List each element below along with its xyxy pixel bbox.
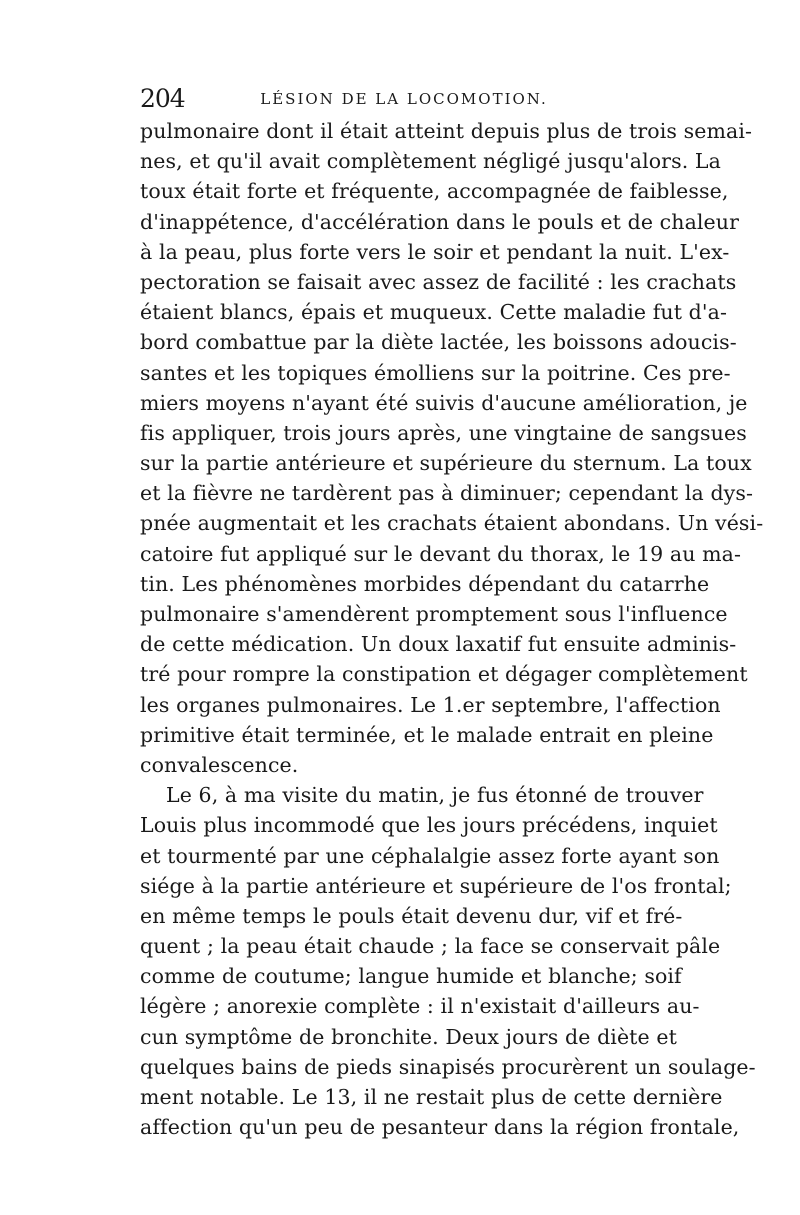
text-line: primitive était terminée, et le malade entrait en pleine <box>140 722 714 747</box>
text-line: quelques bains de pieds sinapisés procurèrent un soulage- <box>140 1054 756 1079</box>
text-line: étaient blancs, épais et muqueux. Cette maladie fut d'a- <box>140 300 727 325</box>
text-line: tré pour rompre la constipation et dégager complètement <box>140 662 748 687</box>
text-line: pnée augmentait et les crachats étaient abondans. Un vési- <box>140 511 764 536</box>
running-title: LÉSION DE LA LOCOMOTION. <box>260 90 548 108</box>
text-line: pectoration se faisait avec assez de facilité : les crachats <box>140 269 737 294</box>
text-line: affection qu'un peu de pesanteur dans la région frontale, <box>140 1115 740 1140</box>
text-line: cun symptôme de bronchite. Deux jours de diète et <box>140 1024 677 1049</box>
text-line: bord combattue par la diète lactée, les boissons adoucis- <box>140 330 737 355</box>
text-line: les organes pulmonaires. Le 1.er septembre, l'affection <box>140 692 721 717</box>
text-line: comme de coutume; langue humide et blanche; soif <box>140 964 682 989</box>
text-line: Louis plus incommodé que les jours précédens, inquiet <box>140 813 718 838</box>
text-line: catoire fut appliqué sur le devant du thorax, le 19 au ma- <box>140 541 742 566</box>
text-line: pulmonaire dont il était atteint depuis plus de trois semai- <box>140 119 753 143</box>
text-line: à la peau, plus forte vers le soir et pendant la nuit. L'ex- <box>140 239 730 264</box>
text-line: santes et les topiques émolliens sur la poitrine. Ces pre- <box>140 360 731 385</box>
text-line: légère ; anorexie complète : il n'existait d'ailleurs au- <box>140 994 700 1019</box>
body-text <box>140 116 764 1142</box>
text-line: pulmonaire s'amendèrent promptement sous l'influence <box>140 602 728 626</box>
text-line: fis appliquer, trois jours après, une vingtaine de sangsues <box>140 420 747 445</box>
paragraph-first-line: Le 6, à ma visite du matin, je fus étonné de trouver <box>166 783 704 808</box>
page-number: 204 <box>140 84 185 113</box>
text-line: de cette médication. Un doux laxatif fut ensuite adminis- <box>140 632 737 657</box>
text-line: toux était forte et fréquente, accompagnée de faiblesse, <box>140 179 729 204</box>
text-line: d'inappétence, d'accélération dans le pouls et de chaleur <box>140 209 739 234</box>
text-line: nes, et qu'il avait complètement négligé jusqu'alors. La <box>140 149 721 174</box>
text-line: et la fièvre ne tardèrent pas à diminuer; cependant la dys- <box>140 481 754 506</box>
page-header <box>140 84 668 114</box>
text-line: miers moyens n'ayant été suivis d'aucune amélioration, je <box>140 390 748 415</box>
text-line: et tourmenté par une céphalalgie assez forte ayant son <box>140 843 720 868</box>
text-line: siége à la partie antérieure et supérieure de l'os frontal; <box>140 873 732 898</box>
text-line: quent ; la peau était chaude ; la face se conservait pâle <box>140 934 721 959</box>
text-line: convalescence. <box>140 752 299 777</box>
text-line: sur la partie antérieure et supérieure du sternum. La toux <box>140 451 752 476</box>
text-line: en même temps le pouls était devenu dur, vif et fré- <box>140 903 683 928</box>
text-line: tin. Les phénomènes morbides dépendant du catarrhe <box>140 571 710 596</box>
text-line: ment notable. Le 13, il ne restait plus de cette dernière <box>140 1085 723 1109</box>
